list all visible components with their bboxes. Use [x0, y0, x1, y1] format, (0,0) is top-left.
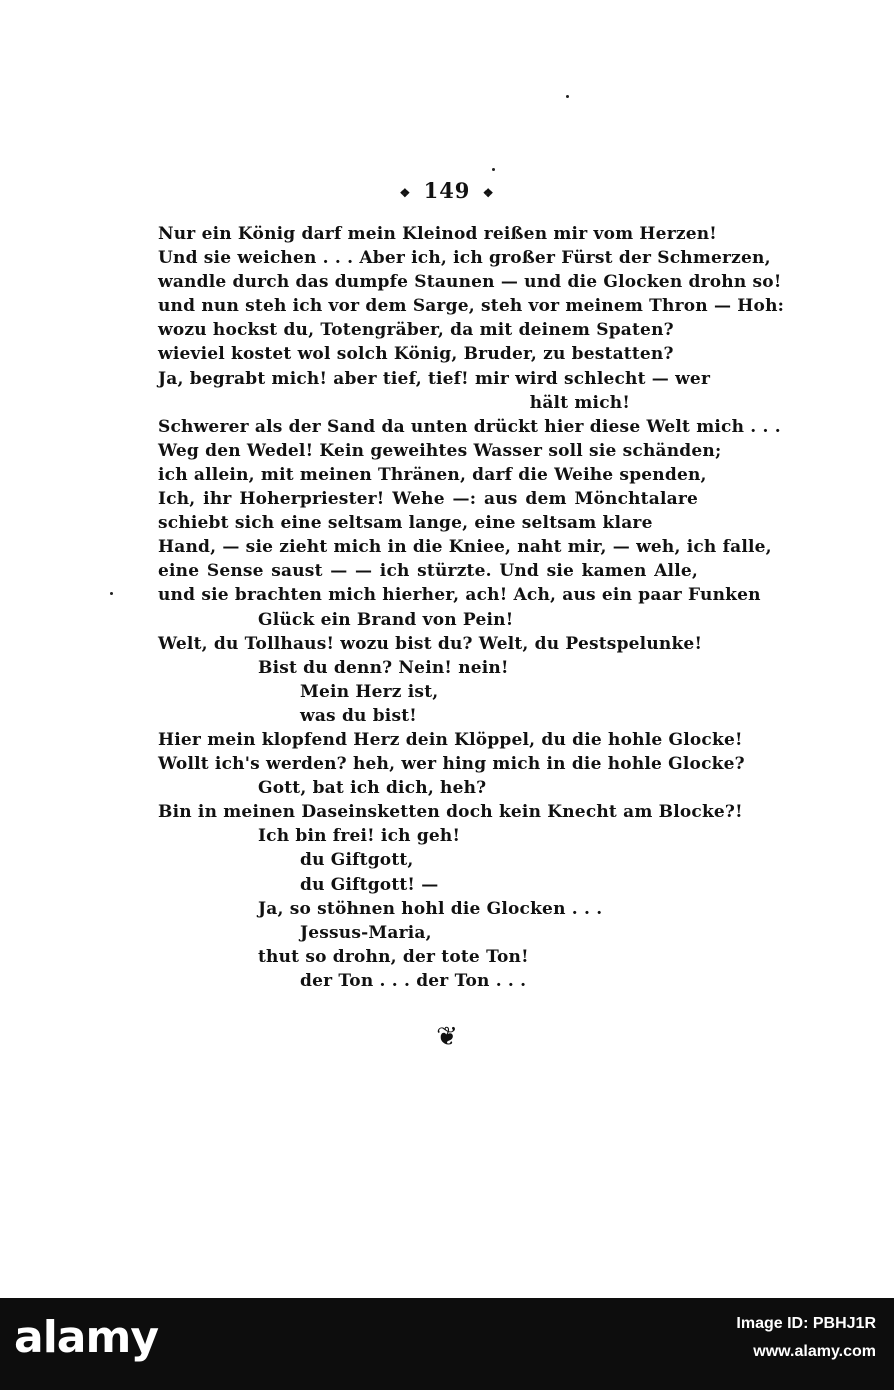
poem-line: Gott, bat ich dich, heh? [258, 778, 487, 799]
end-ornament-icon: ❦ [436, 1022, 458, 1052]
poem-line: schiebt sich eine seltsam lange, eine seltsam klare [158, 513, 653, 534]
poem-line: Ich bin frei! ich geh! [258, 826, 461, 847]
poem-line: Glück ein Brand von Pein! [258, 609, 514, 630]
poem-line: Mein Herz ist, [300, 681, 439, 702]
poem-line: Ja, begrabt mich! aber tief, tief! mir wird schlecht — wer [158, 368, 711, 389]
site-url: www.alamy.com [753, 1343, 876, 1360]
poem-line: Ja, so stöhnen hohl die Glocken . . . [258, 898, 603, 919]
poem-line: Hier mein klopfend Herz dein Klöppel, du die hohle Glocke! [158, 729, 743, 750]
poem-line: hält mich! [529, 392, 630, 413]
poem-text [158, 222, 785, 993]
poem-line: was du bist! [300, 705, 417, 726]
poem-line: Ich, ihr Hoherpriester! Wehe —: aus dem Mönchtalare [158, 489, 698, 510]
poem-line: und sie brachten mich hierher, ach! Ach, aus ein paar Funken [158, 585, 761, 606]
scan-speck [566, 95, 569, 98]
poem-line: Und sie weichen . . . Aber ich, ich großer Fürst der Schmerzen, [158, 248, 771, 269]
poem-line: wandle durch das dumpfe Staunen — und die Glocken drohn so! [158, 272, 782, 293]
poem-line: ich allein, mit meinen Thränen, darf die Weihe spenden, [158, 464, 707, 485]
poem-line: Nur ein König darf mein Kleinod reißen mir vom Herzen! [158, 224, 717, 244]
scan-speck [492, 168, 495, 171]
poem-line: wieviel kostet wol solch König, Bruder, zu bestatten? [158, 344, 674, 365]
poem-line: eine Sense saust — — ich stürzte. Und sie kamen Alle, [158, 561, 698, 582]
right-ornament-icon: ❖ [482, 185, 495, 200]
poem-line: Jessus-Maria, [300, 922, 432, 943]
page-number: 149 [423, 178, 471, 203]
poem-line: wozu hockst du, Totengräber, da mit deinem Spaten? [158, 320, 674, 341]
stock-watermark-bar [0, 1298, 894, 1390]
poem-line: du Giftgott, [300, 850, 414, 871]
poem-line: und nun steh ich vor dem Sarge, steh vor meinem Thron — Hoh: [158, 296, 785, 317]
page-header [0, 178, 894, 203]
alamy-logo: alamy [14, 1312, 158, 1363]
poem-line: du Giftgott! — [300, 874, 439, 895]
poem-line: Schwerer als der Sand da unten drückt hier diese Welt mich . . . [158, 416, 781, 437]
poem-line: Wollt ich's werden? heh, wer hing mich in die hohle Glocke? [158, 754, 745, 775]
poem-line: der Ton . . . der Ton . . . [300, 970, 527, 991]
poem-line: Bin in meinen Daseinsketten doch kein Knecht am Blocke?! [158, 802, 743, 823]
poem-line: Bist du denn? Nein! nein! [258, 657, 509, 678]
image-id-block [736, 1310, 876, 1366]
image-id-label: Image ID: PBHJ1R [736, 1315, 876, 1332]
poem-line: Weg den Wedel! Kein geweihtes Wasser soll sie schänden; [158, 440, 722, 461]
left-ornament-icon: ❖ [399, 185, 412, 200]
scan-speck [110, 592, 113, 595]
poem-line: thut so drohn, der tote Ton! [258, 946, 529, 967]
poem-line: Hand, — sie zieht mich in die Kniee, naht mir, — weh, ich falle, [158, 537, 772, 558]
poem-line: Welt, du Tollhaus! wozu bist du? Welt, du Pestspelunke! [158, 633, 703, 654]
